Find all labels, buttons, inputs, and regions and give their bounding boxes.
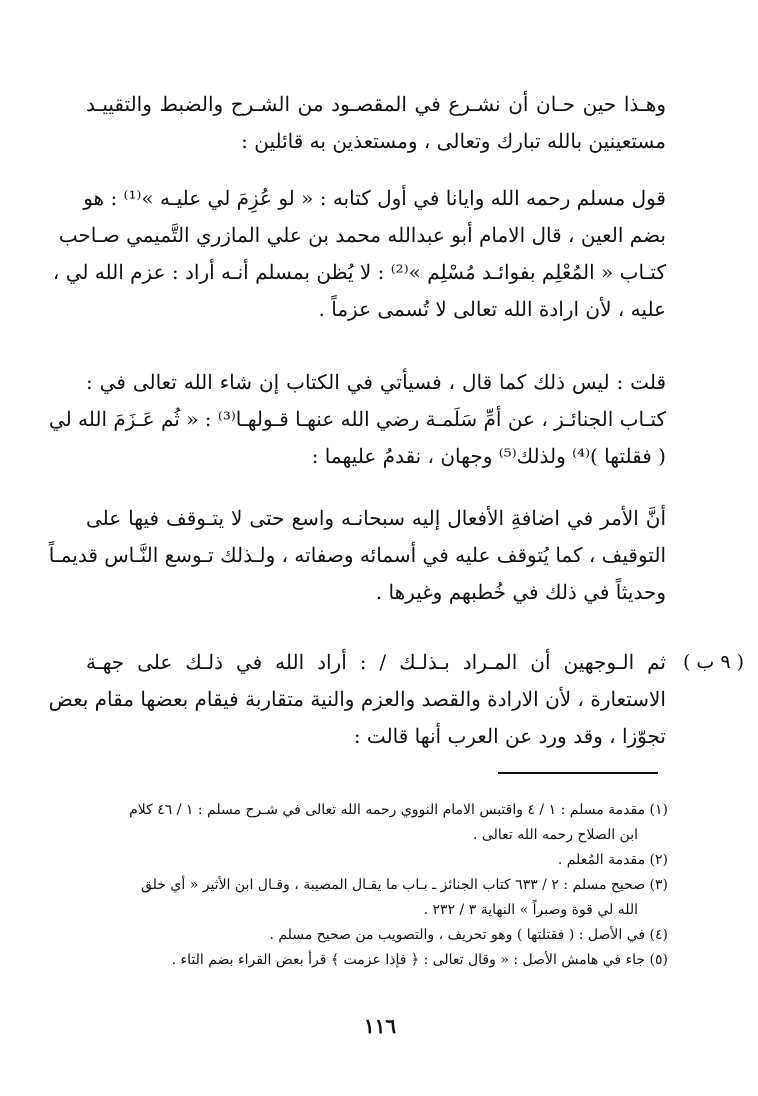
footnote-5: (٥) جاء في هامش الأصل : « وقال تعالى : ﴿ فإذا عزمت ﴾ قرأ بعض القراء بضم التاء .: [171, 952, 668, 968]
text-line: قول مسلم رحمه الله وايانا في أول كتابه : « لو عُزِمَ لي عليـه »⁽¹⁾ : هو: [83, 186, 666, 210]
footnote-3-continuation: الله لي قوة وصبراً » النهاية ٣ / ٢٣٢ .: [423, 902, 638, 918]
text-line: مستعينين بالله تبارك وتعالى ، ومستعذين به قائلين :: [241, 129, 666, 153]
text-line: كتـاب « المُعْلِم بفوائـد مُسْلِم »⁽²⁾ : لا يُظن بمسلم أنـه أراد : عزم الله لي ،: [52, 260, 666, 284]
footnote-3: (٣) صحيح مسلم : ٢ / ٦٣٣ كتاب الجنائز ـ بـاب ما يقـال المصيبة ، وقـال ابن الأثير « أي خلق: [141, 877, 668, 893]
text-line: ( فقلتها )⁽⁴⁾ ولذلك⁽⁵⁾ وجهان ، نقدمُ عليهما :: [311, 444, 666, 468]
footnotes: [80, 798, 668, 973]
footnote-1: (١) مقدمة مسلم : ١ / ٤ واقتبس الامام النووي رحمه الله تعالى في شـرح مسلم : ١ / ٤٦ كلام: [129, 802, 668, 818]
paragraph-first-aspect: [48, 500, 666, 611]
footnote-2: (٢) مقدمة المُعلم .: [557, 852, 668, 868]
text-line: بضم العين ، قال الامام أبو عبدالله محمد بن علي المازري التَّميمي صـاحب: [58, 223, 666, 247]
margin-folio-note: ( ٩ ب ): [682, 651, 744, 673]
text-line: تجوّزا ، وقد ورد عن العرب أنها قالت :: [353, 724, 666, 748]
text-line: وهـذا حين حـان أن نشـرع في المقصـود من الشـرح والضبط والتقييـد: [86, 92, 666, 116]
text-line: عليه ، لأن ارادة الله تعالى لا تُسمى عزماً .: [318, 297, 666, 321]
footnote-4: (٤) في الأصل : ( فقتلتها ) وهو تحريف ، والتصويب من صحيح مسلم .: [269, 927, 668, 943]
text-line: أنَّ الأمر في اضافةِ الأفعال إليه سبحانـه واسع حتى لا يتـوقف فيها على: [86, 506, 666, 530]
paragraph-second-aspect: [48, 644, 666, 755]
paragraph-intro: [86, 86, 666, 160]
paragraph-muslim-quote: [52, 180, 666, 328]
text-line: وحديثاً في ذلك في خُطبهم وغيرها .: [375, 580, 666, 604]
text-line: التوقيف ، كما يُتوقف عليه في أسمائه وصفاته ، ولـذلك تـوسع النَّـاس قديمـاً: [48, 543, 666, 567]
page-number: ١١٦: [363, 1014, 397, 1038]
paragraph-response: [48, 364, 666, 475]
text-line: كتـاب الجنائـز ، عن أمِّ سَلَمـة رضي الله عنهـا قـولهـا⁽³⁾ : « ثُم عَـزَمَ الله لي: [48, 407, 666, 431]
footnote-1-continuation: ابن الصلاح رحمه الله تعالى .: [473, 827, 638, 843]
text-line: الاستعارة ، لأن الارادة والقصد والعزم والنية متقاربة فيقام بعضها مقام بعض: [48, 687, 666, 711]
text-line: قلت : ليس ذلك كما قال ، فسيأتي في الكتاب إن شاء الله تعالى في :: [86, 370, 666, 394]
text-line: ثم الـوجهين أن المـراد بـذلـك / : أراد الله في ذلـك على جهـة: [86, 650, 666, 674]
footnote-separator: [498, 772, 658, 774]
